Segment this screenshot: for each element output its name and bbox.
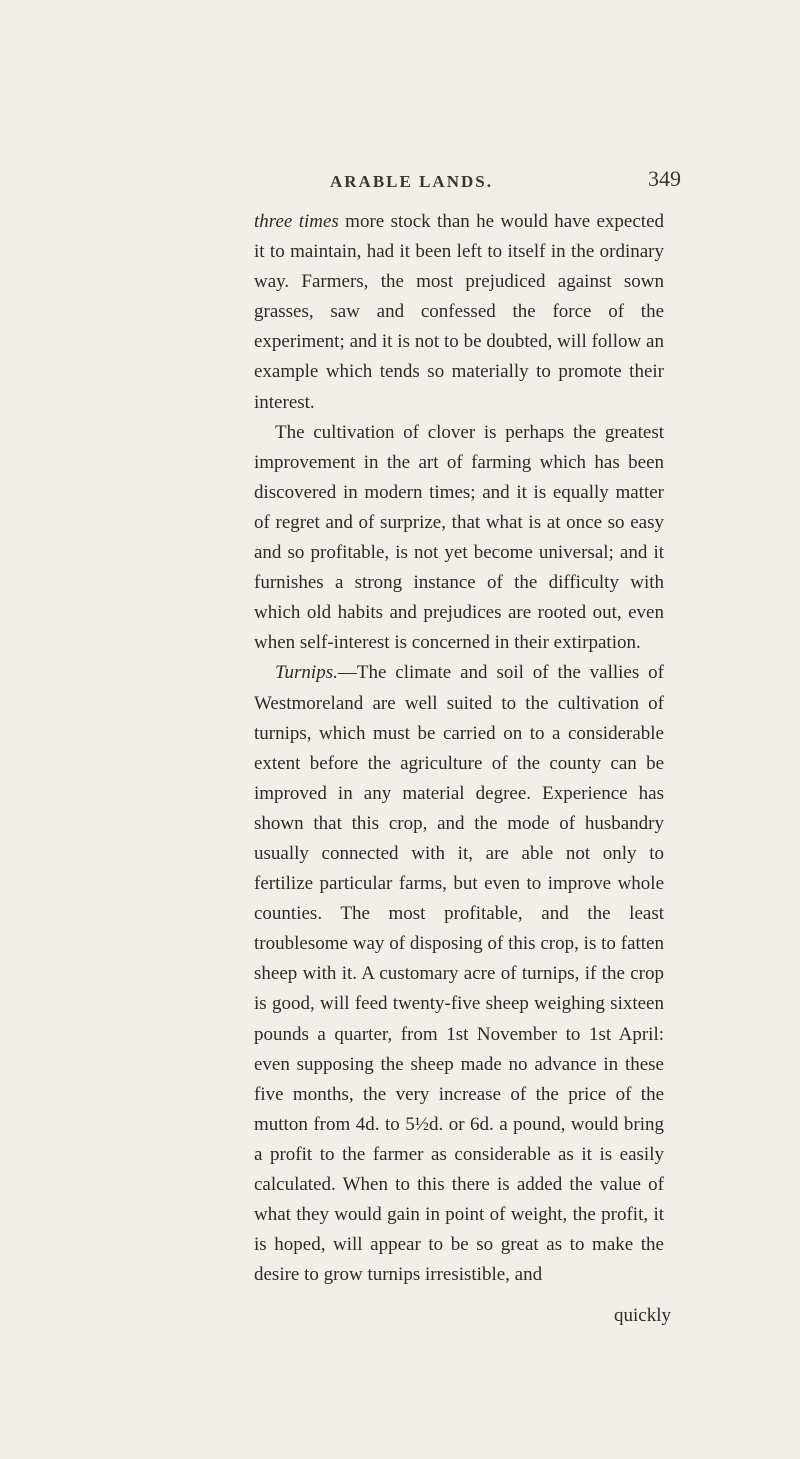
paragraph-1-text: more stock than he would have expected it to maintain, had it been left to itself in the ordinary way. Farmers, the most prejudiced against sown grasses, saw and confessed the force of the experiment; and it is not to be doubted, will follow an example which tends so materially to promote their interest. bbox=[254, 211, 664, 413]
catchword: quickly bbox=[614, 1305, 671, 1326]
running-title: ARABLE LANDS. bbox=[330, 172, 493, 191]
paragraph-3-text: —The climate and soil of the vallies of Westmoreland are well suited to the cultivation of turnips, which must be carried on to a considerable extent before the agriculture of the county can be improved in any material degree. Experience has shown that this crop, and the mode of husbandry usually connected with it, are able not only to fertilize particular farms, but even to improve whole counties. The most profitable, and the least troublesome way of disposing of this crop, is to fatten sheep with it. A customary acre of turnips, if the crop is good, will feed twenty-five sheep weighing sixteen pounds a quarter, from 1st November to 1st April: even supposing the sheep made no advance in these five months, the very increase of the price of the mutton from 4d. to 5½d. or 6d. a pound, would bring a profit to the farmer as considerable as it is easily calculated. When to this there is added the value of what they would gain in point of weight, the profit, it is hoped, will appear to be so great as to make the desire to grow turnips irresistible, and bbox=[254, 662, 664, 1286]
paragraph-2 bbox=[254, 418, 664, 659]
paragraph-3 bbox=[254, 658, 664, 1290]
paragraph-2-text: The cultivation of clover is perhaps the greatest improvement in the art of farming which has been discovered in modern times; and it is equally matter of regret and of surprize, that what is at once so easy and so profitable, is not yet become universal; and it furnishes a strong instance of the difficulty with which old habits and prejudices are rooted out, even when self-interest is concerned in their extirpation. bbox=[254, 421, 664, 654]
paragraph-1-italic: three times bbox=[254, 211, 339, 232]
paragraph-1 bbox=[254, 207, 664, 418]
page-number: 349 bbox=[648, 166, 681, 191]
body-text bbox=[254, 207, 664, 1290]
paragraph-3-italic: Turnips. bbox=[275, 662, 338, 684]
